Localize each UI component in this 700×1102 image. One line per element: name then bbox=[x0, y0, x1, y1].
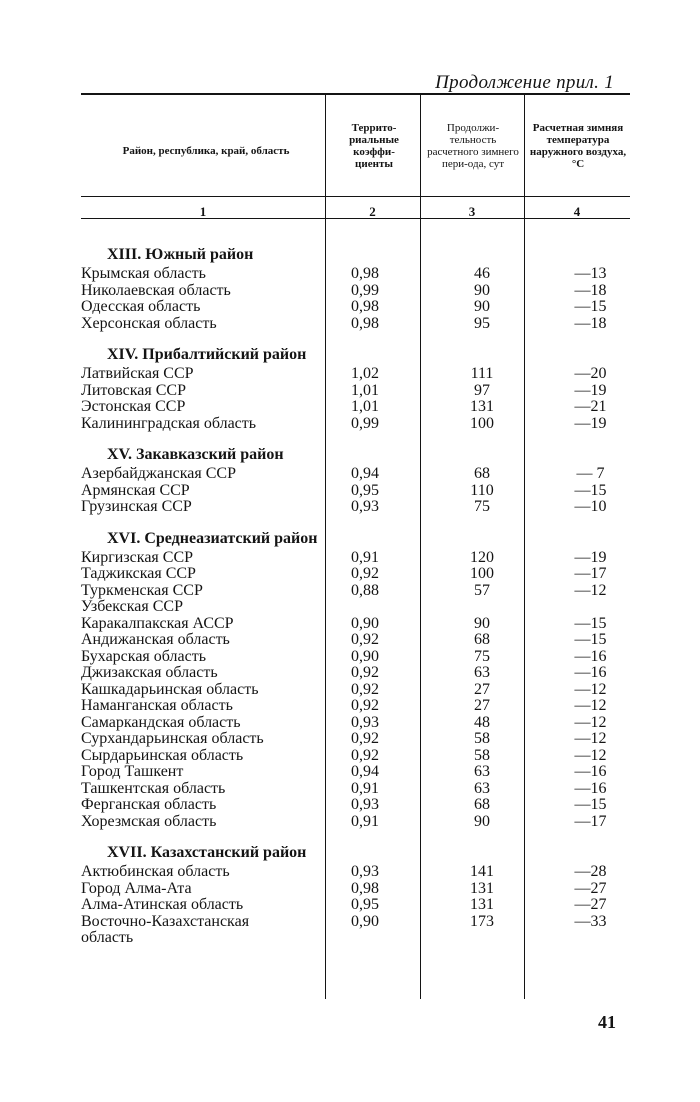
row-duration: 48 bbox=[474, 713, 490, 731]
row-name: область bbox=[81, 929, 134, 946]
row-name: Андижанская область bbox=[81, 631, 230, 648]
table-row bbox=[81, 715, 630, 732]
row-coefficient: 0,98 bbox=[351, 879, 379, 897]
section-gap bbox=[81, 830, 630, 841]
row-duration: 97 bbox=[474, 381, 490, 399]
row-temperature: —15 bbox=[574, 796, 607, 813]
row-coefficient: 0,93 bbox=[351, 713, 379, 731]
row-duration: 63 bbox=[474, 763, 490, 780]
row-name: Наманганская область bbox=[81, 697, 233, 714]
row-coefficient: 0,92 bbox=[351, 631, 379, 648]
row-duration: 100 bbox=[470, 414, 494, 432]
row-coefficient: 0,92 bbox=[351, 730, 379, 747]
header-col-3: Продолжи-тельность расчетного зимнего пери-ода, сут bbox=[427, 122, 519, 170]
row-coefficient: 0,98 bbox=[351, 314, 379, 332]
row-temperature: —27 bbox=[574, 879, 607, 897]
row-temperature: — 7 bbox=[576, 465, 605, 482]
row-name: Актюбинская область bbox=[81, 863, 230, 880]
row-duration: 57 bbox=[474, 581, 490, 599]
row-coefficient: 0,92 bbox=[351, 746, 379, 764]
row-coefficient: 0,91 bbox=[351, 779, 379, 797]
table-row bbox=[81, 599, 630, 616]
row-coefficient: 1,02 bbox=[351, 365, 379, 382]
region-heading: XVII. Казахстанский район bbox=[107, 844, 307, 861]
header-col-4: Расчетная зимняя температура наружного воздуха, °С bbox=[529, 122, 627, 170]
row-name: Самаркандская область bbox=[81, 713, 241, 731]
row-duration: 58 bbox=[474, 746, 490, 764]
row-temperature: —13 bbox=[574, 265, 607, 282]
table-row bbox=[81, 550, 630, 567]
row-name: Латвийская ССР bbox=[81, 365, 194, 382]
table-row bbox=[81, 781, 630, 798]
row-coefficient: 0,99 bbox=[351, 414, 379, 432]
row-name: Ферганская область bbox=[81, 796, 217, 813]
row-coefficient: 0,91 bbox=[351, 812, 379, 830]
row-temperature: —17 bbox=[574, 812, 607, 830]
row-name: Николаевская область bbox=[81, 281, 231, 299]
table-row bbox=[81, 930, 630, 947]
row-coefficient: 0,94 bbox=[351, 465, 379, 482]
row-duration: 68 bbox=[474, 465, 490, 482]
row-coefficient: 0,92 bbox=[351, 680, 379, 698]
col-number-3: 3 bbox=[468, 204, 476, 219]
row-temperature: —15 bbox=[574, 631, 607, 648]
col-number-2: 2 bbox=[369, 204, 376, 219]
row-coefficient: 0,92 bbox=[351, 664, 379, 681]
row-temperature: —16 bbox=[574, 779, 607, 797]
row-name: Узбекская ССР bbox=[81, 598, 183, 615]
row-name: Сурхандарьинская область bbox=[81, 730, 264, 747]
table-row bbox=[81, 864, 630, 881]
table-row bbox=[81, 881, 630, 898]
row-temperature: —33 bbox=[574, 912, 607, 930]
row-duration: 131 bbox=[470, 896, 494, 913]
row-name: Джизакская область bbox=[81, 664, 218, 681]
row-temperature: —19 bbox=[574, 381, 607, 399]
table-row bbox=[81, 399, 630, 416]
row-duration: 173 bbox=[470, 912, 494, 930]
row-temperature: —16 bbox=[574, 647, 607, 665]
row-duration: 27 bbox=[474, 697, 490, 714]
row-duration: 90 bbox=[474, 614, 490, 632]
row-coefficient: 0,99 bbox=[351, 281, 379, 299]
table-row bbox=[81, 499, 630, 516]
row-name: Крымская область bbox=[81, 265, 206, 282]
row-coefficient: 1,01 bbox=[351, 398, 379, 415]
row-duration: 141 bbox=[470, 863, 494, 880]
row-temperature: —16 bbox=[574, 763, 607, 780]
table-row bbox=[81, 897, 630, 914]
row-duration: 63 bbox=[474, 664, 490, 681]
row-coefficient: 0,95 bbox=[351, 896, 379, 913]
table-row bbox=[81, 483, 630, 500]
table-row bbox=[81, 566, 630, 583]
row-coefficient: 0,94 bbox=[351, 763, 379, 780]
row-name: Таджикская ССР bbox=[81, 565, 196, 582]
row-name: Одесская область bbox=[81, 298, 201, 315]
row-name: Город Алма-Ата bbox=[81, 879, 192, 897]
table-row bbox=[81, 416, 630, 433]
row-temperature: —28 bbox=[574, 863, 607, 880]
row-duration: 95 bbox=[474, 314, 490, 332]
row-name: Бухарская область bbox=[81, 647, 206, 665]
row-name: Азербайджанская ССР bbox=[81, 465, 236, 482]
region-heading: XIII. Южный район bbox=[107, 246, 254, 263]
row-name: Киргизская ССР bbox=[81, 548, 194, 566]
table-row bbox=[81, 283, 630, 300]
row-coefficient: 0,90 bbox=[351, 647, 379, 665]
row-name: Херсонская область bbox=[81, 314, 217, 332]
row-name: Каракалпакская АССР bbox=[81, 614, 234, 632]
row-coefficient: 0,92 bbox=[351, 697, 379, 714]
row-duration: 75 bbox=[474, 647, 490, 665]
row-temperature: —20 bbox=[574, 365, 607, 382]
row-name: Сырдарьинская область bbox=[81, 746, 244, 764]
section-gap bbox=[81, 516, 630, 527]
table-row bbox=[81, 682, 630, 699]
top-rule bbox=[81, 93, 630, 95]
row-temperature: —12 bbox=[574, 713, 607, 731]
table-row bbox=[81, 316, 630, 333]
row-duration: 58 bbox=[474, 730, 490, 747]
row-temperature: —12 bbox=[574, 680, 607, 698]
row-name: Хорезмская область bbox=[81, 812, 217, 830]
row-temperature: —12 bbox=[574, 697, 607, 714]
row-temperature: —18 bbox=[574, 281, 607, 299]
row-name: Восточно-Казахстанская bbox=[81, 912, 250, 930]
row-duration: 68 bbox=[474, 631, 490, 648]
row-temperature: —15 bbox=[574, 614, 607, 632]
row-temperature: —12 bbox=[574, 730, 607, 747]
row-duration: 131 bbox=[470, 879, 494, 897]
row-temperature: —15 bbox=[574, 481, 607, 499]
table-row bbox=[81, 914, 630, 931]
row-duration: 27 bbox=[474, 680, 490, 698]
region-heading: XV. Закавказский район bbox=[107, 446, 284, 463]
table-row bbox=[81, 665, 630, 682]
row-duration: 90 bbox=[474, 812, 490, 830]
row-coefficient: 0,88 bbox=[351, 581, 379, 599]
page-number: 41 bbox=[598, 1012, 616, 1032]
header-col-1: Район, республика, край, область bbox=[122, 145, 290, 157]
row-temperature: —18 bbox=[574, 314, 607, 332]
row-duration: 110 bbox=[470, 481, 494, 499]
row-name: Город Ташкент bbox=[81, 763, 184, 780]
row-temperature: —16 bbox=[574, 664, 607, 681]
row-coefficient: 0,93 bbox=[351, 498, 379, 515]
row-name: Армянская ССР bbox=[81, 481, 190, 499]
row-temperature: —19 bbox=[574, 548, 607, 566]
row-name: Туркменская ССР bbox=[81, 581, 203, 599]
row-name: Калининградская область bbox=[81, 414, 257, 432]
table-row bbox=[81, 814, 630, 831]
table-row bbox=[81, 266, 630, 283]
row-temperature: —12 bbox=[574, 746, 607, 764]
table-row bbox=[81, 748, 630, 765]
table-row bbox=[81, 797, 630, 814]
table-row bbox=[81, 616, 630, 633]
row-coefficient: 0,90 bbox=[351, 912, 379, 930]
table-body bbox=[81, 243, 630, 947]
row-duration: 120 bbox=[470, 548, 494, 566]
row-name: Грузинская ССР bbox=[81, 498, 192, 515]
row-duration: 90 bbox=[474, 281, 490, 299]
table-row bbox=[81, 698, 630, 715]
table-row bbox=[81, 731, 630, 748]
section-gap bbox=[81, 432, 630, 443]
table-row bbox=[81, 466, 630, 483]
row-duration: 46 bbox=[474, 265, 490, 282]
row-coefficient: 0,98 bbox=[351, 298, 379, 315]
row-coefficient: 0,93 bbox=[351, 796, 379, 813]
table-row bbox=[81, 583, 630, 600]
row-coefficient: 0,95 bbox=[351, 481, 379, 499]
row-duration: 131 bbox=[470, 398, 494, 415]
continuation-label: Продолжение прил. 1 bbox=[435, 72, 614, 93]
region-heading: XVI. Среднеазиатский район bbox=[107, 529, 318, 547]
table-row bbox=[81, 632, 630, 649]
row-duration: 100 bbox=[470, 565, 494, 582]
col-number-1: 1 bbox=[199, 204, 207, 219]
row-temperature: —10 bbox=[574, 498, 607, 515]
row-duration: 90 bbox=[474, 298, 490, 315]
row-coefficient: 1,01 bbox=[351, 381, 379, 399]
col-number-4: 4 bbox=[573, 204, 581, 219]
row-temperature: —12 bbox=[574, 581, 607, 599]
row-name: Эстонская ССР bbox=[81, 398, 186, 415]
region-heading: XIV. Прибалтийский район bbox=[107, 346, 307, 363]
table-row bbox=[81, 764, 630, 781]
row-coefficient: 0,98 bbox=[351, 265, 379, 282]
header-col-2: Террито-риальные коэффи-циенты bbox=[349, 122, 399, 170]
row-temperature: —15 bbox=[574, 298, 607, 315]
climate-table bbox=[81, 93, 630, 999]
row-duration: 75 bbox=[474, 498, 490, 515]
row-coefficient: 0,91 bbox=[351, 548, 379, 566]
row-temperature: —21 bbox=[574, 398, 607, 415]
table-row bbox=[81, 649, 630, 666]
row-name: Алма-Атинская область bbox=[81, 896, 244, 913]
row-name: Ташкентская область bbox=[81, 779, 226, 797]
row-temperature: —17 bbox=[574, 565, 607, 582]
row-duration: 63 bbox=[474, 779, 490, 797]
row-coefficient: 0,92 bbox=[351, 565, 379, 582]
table-row bbox=[81, 299, 630, 316]
header-rule bbox=[81, 196, 630, 197]
row-duration: 68 bbox=[474, 796, 490, 813]
table-row bbox=[81, 383, 630, 400]
row-name: Кашкадарьинская область bbox=[81, 680, 259, 698]
row-temperature: —19 bbox=[574, 414, 607, 432]
row-duration: 111 bbox=[470, 365, 494, 382]
row-coefficient: 0,93 bbox=[351, 863, 379, 880]
row-name: Литовская ССР bbox=[81, 381, 186, 399]
table-row bbox=[81, 366, 630, 383]
row-coefficient: 0,90 bbox=[351, 614, 379, 632]
row-temperature: —27 bbox=[574, 896, 607, 913]
section-gap bbox=[81, 332, 630, 343]
